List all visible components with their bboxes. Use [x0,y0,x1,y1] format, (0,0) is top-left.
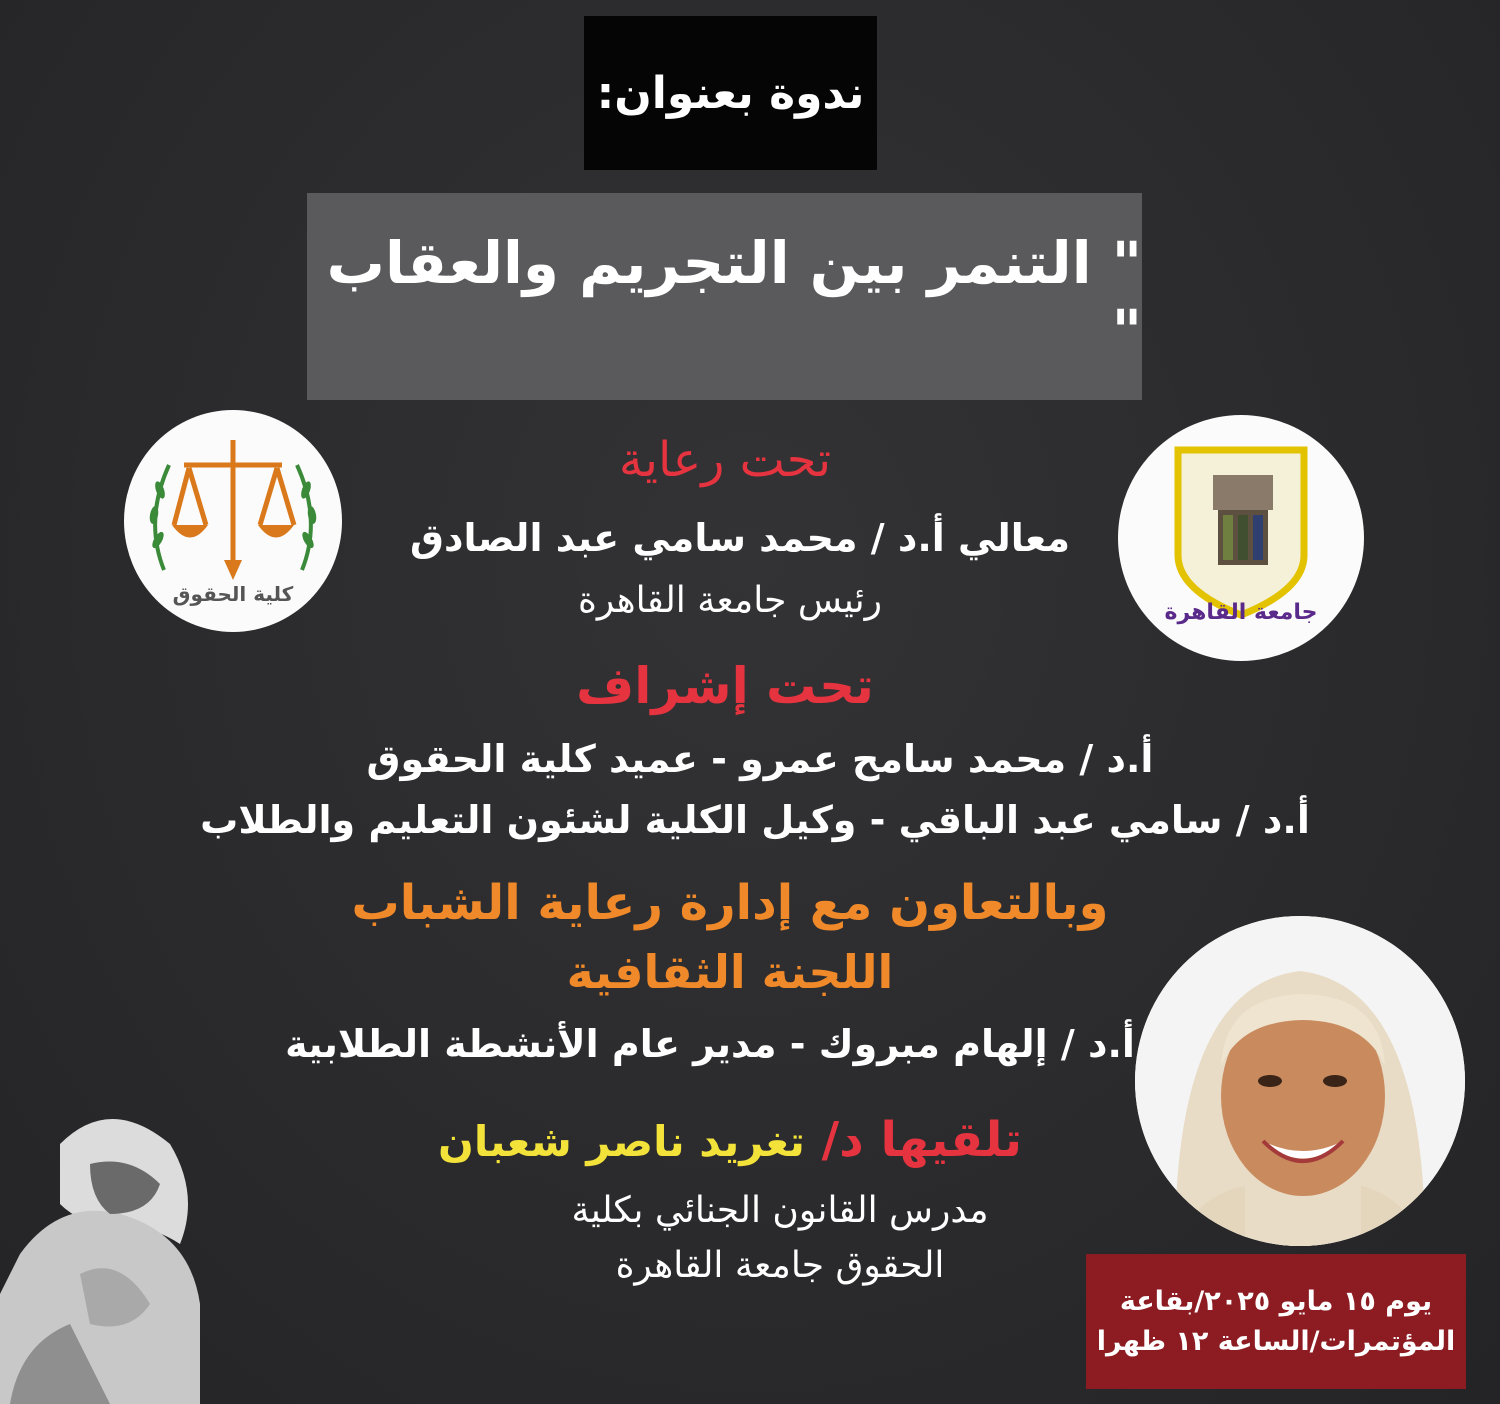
patronage-name: معالي أ.د / محمد سامي عبد الصادق [409,516,1071,560]
patronage-heading: تحت رعاية [618,432,832,488]
topic-title: " التنمر بين التجريم والعقاب " [326,228,1142,365]
speaker-portrait-icon [1135,916,1465,1246]
cooperation-heading: وبالتعاون مع إدارة رعاية الشباب [351,875,1109,931]
speaker-photo [1135,916,1465,1246]
speaker-title-line1: مدرس القانون الجنائي بكلية [571,1190,989,1231]
topic-box [307,193,1142,400]
title-label: ندوة بعنوان: [596,67,865,119]
speaker-prefix: تلقيها د/ [821,1112,1022,1168]
hooded-figure-image [0,1104,230,1404]
supervision-heading: تحت إشراف [576,657,874,715]
law-faculty-logo-caption: كلية الحقوق [172,582,294,606]
cultural-committee: اللجنة الثقافية [566,945,894,999]
event-date-line2: المؤتمرات/الساعة ١٢ ظهرا [1096,1325,1456,1357]
patronage-role: رئيس جامعة القاهرة [577,580,883,621]
cairo-university-logo [1118,415,1364,661]
activities-director: أ.د / إلهام مبروك - مدير عام الأنشطة الطلابية [285,1022,1135,1066]
event-date-line1: يوم ١٥ مايو ٢٠٢٥/بقاعة [1119,1286,1433,1318]
event-date-box [1086,1254,1466,1389]
speaker-title-line2: الحقوق جامعة القاهرة [615,1245,945,1286]
title-label-box [584,16,877,170]
cairo-university-logo-caption: جامعة القاهرة [1164,600,1318,625]
speaker-line [380,1112,1080,1168]
law-faculty-logo [124,410,342,632]
supervision-vice-dean: أ.د / سامي عبد الباقي - وكيل الكلية لشئون التعليم والطلاب [200,798,1310,842]
supervision-dean: أ.د / محمد سامح عمرو - عميد كلية الحقوق [366,737,1154,781]
speaker-name: تغريد ناصر شعبان [438,1117,805,1166]
